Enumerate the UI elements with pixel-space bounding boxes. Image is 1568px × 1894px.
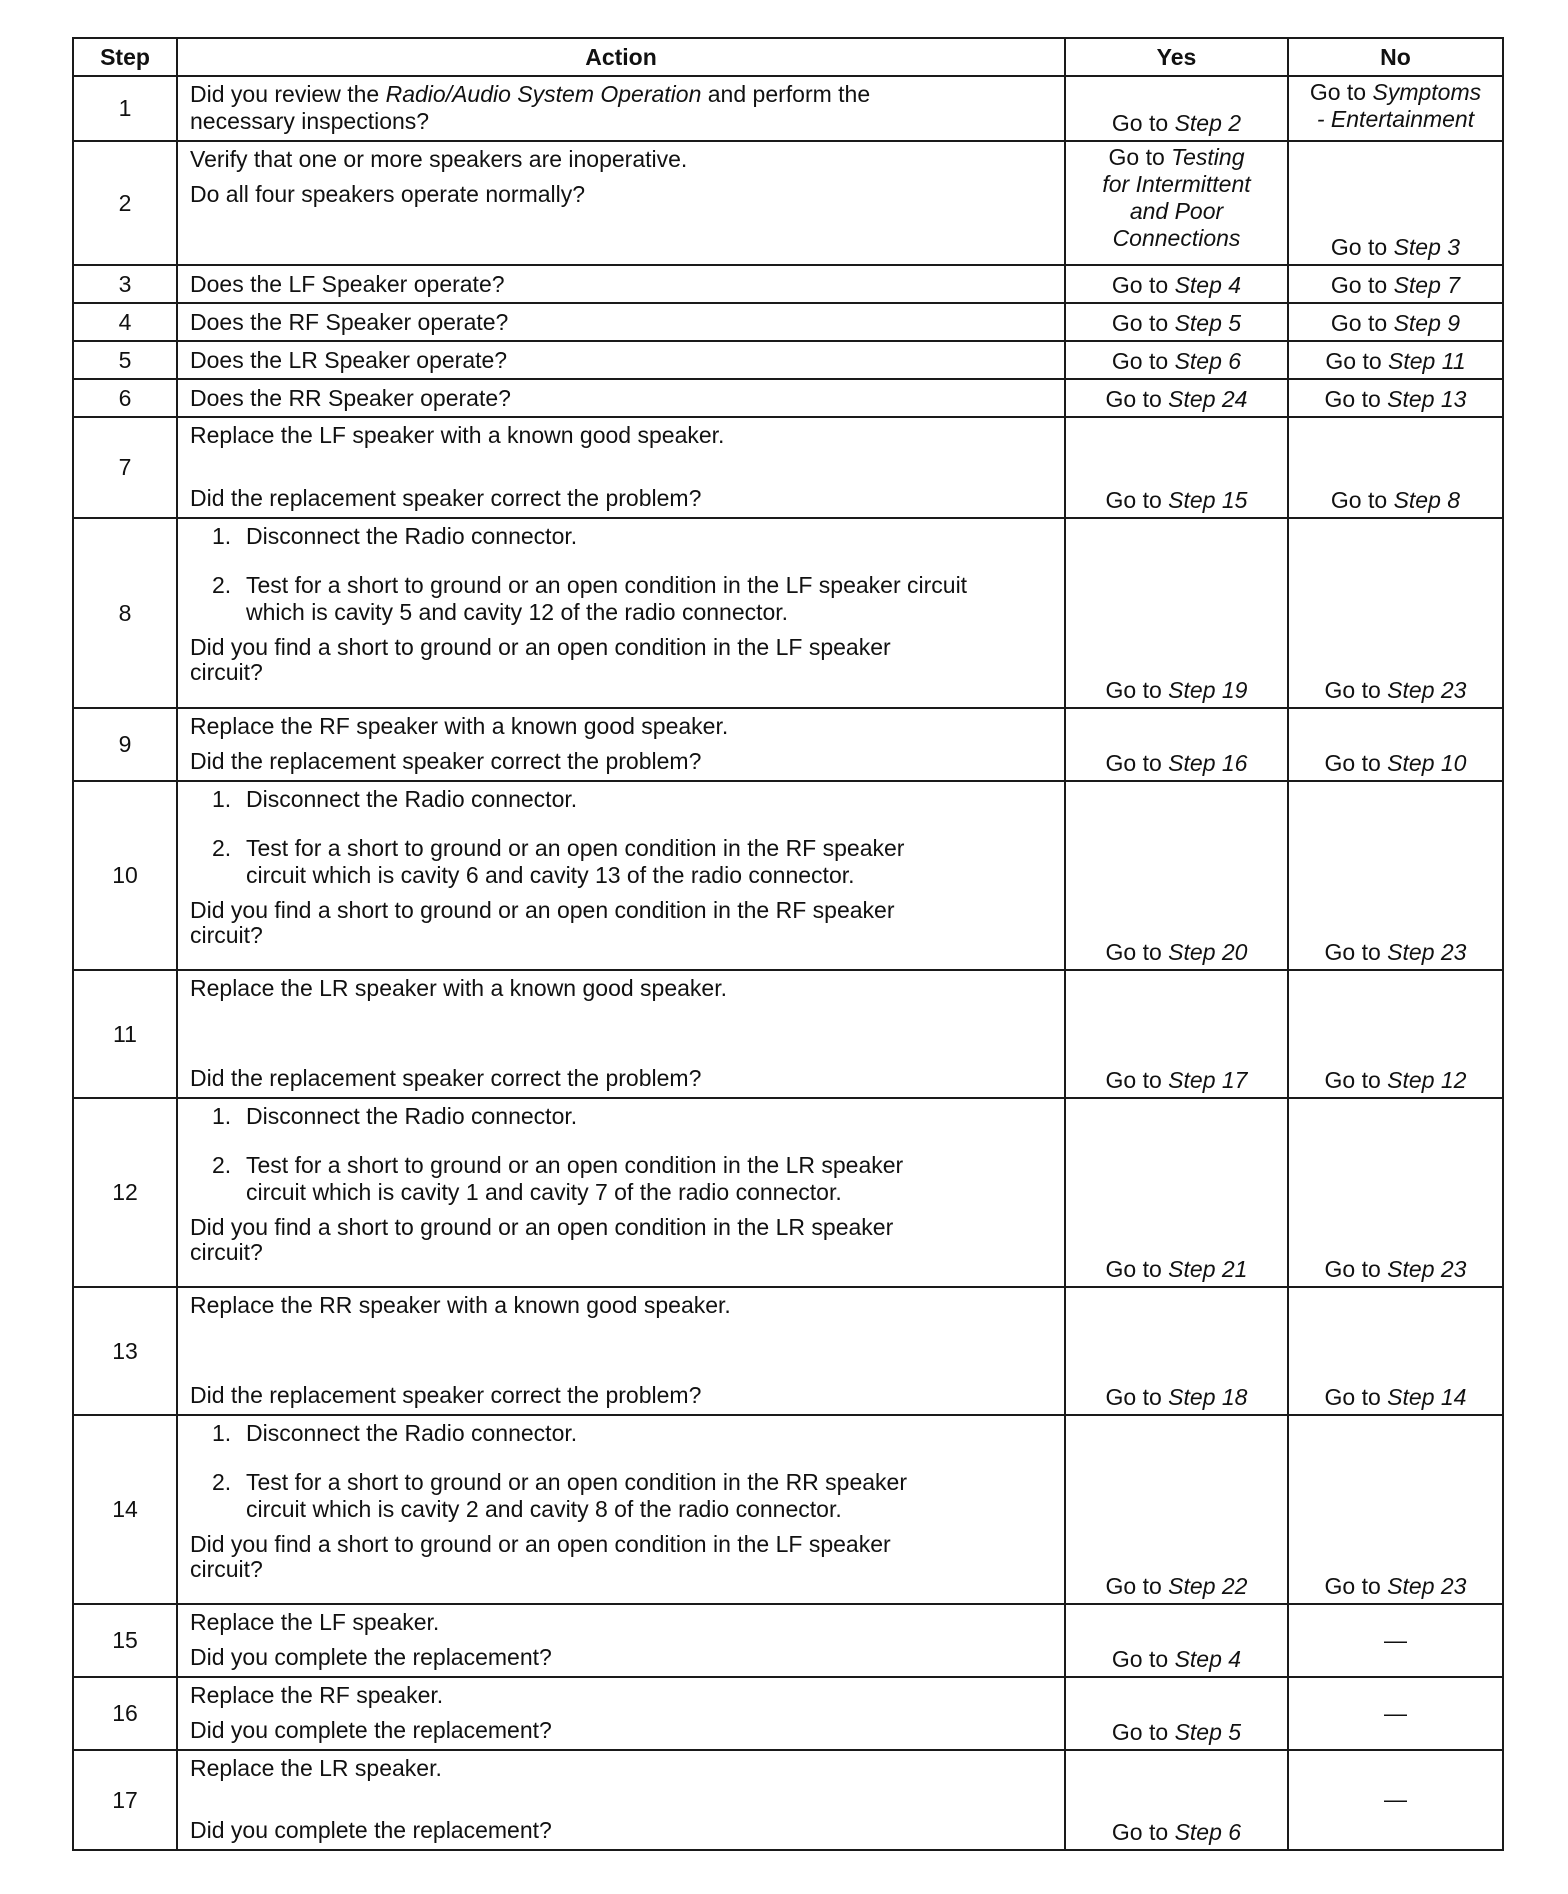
action-cell: 1. Disconnect the Radio connector. 2. Test for a short to ground or an open condition in the RF speaker circuit which is cavity 6 and cavity 13 of the radio connector. Did you find a short to ground or an open condition in the RF speaker circuit?: [177, 781, 1065, 970]
list-item: 1. Disconnect the Radio connector.: [212, 1420, 578, 1446]
step-number: 5: [73, 341, 177, 379]
action-cell: Replace the RF speaker. Did you complete the replacement?: [177, 1677, 1065, 1750]
list-item: 1. Disconnect the Radio connector.: [212, 1103, 578, 1129]
step-number: 17: [73, 1750, 177, 1850]
no-cell: Go to Step 23: [1288, 1098, 1503, 1287]
table-row: [73, 141, 1503, 265]
yes-cell: Go to Step 4: [1065, 265, 1288, 303]
action-cell: Does the LR Speaker operate?: [177, 341, 1065, 379]
yes-cell: Go to Step 24: [1065, 379, 1288, 417]
action-cell: 1. Disconnect the Radio connector. 2. Test for a short to ground or an open condition in the LR speaker circuit which is cavity 1 and cavity 7 of the radio connector. Did you find a short to ground or an open condition in the LR speaker circuit?: [177, 1098, 1065, 1287]
step-number: 8: [73, 518, 177, 708]
no-cell: Go to Step 10: [1288, 708, 1503, 781]
header-row: [73, 38, 1503, 76]
action-cell: Replace the LR speaker with a known good speaker. Did the replacement speaker correct the problem?: [177, 970, 1065, 1098]
no-cell: Go to Step 23: [1288, 781, 1503, 970]
table-row: [73, 265, 1503, 303]
step-number: 6: [73, 379, 177, 417]
no-cell: Go to Step 14: [1288, 1287, 1503, 1415]
action-cell: Does the RF Speaker operate?: [177, 303, 1065, 341]
no-cell: Go to Step 23: [1288, 1415, 1503, 1604]
step-number: 3: [73, 265, 177, 303]
step-number: 12: [73, 1098, 177, 1287]
table-row: [73, 1750, 1503, 1850]
yes-cell: Go to Step 5: [1065, 1677, 1288, 1750]
no-cell: Go to Step 11: [1288, 341, 1503, 379]
no-cell: Go to Symptoms - Entertainment: [1288, 76, 1503, 141]
table-row: [73, 1604, 1503, 1677]
header-action: Action: [177, 38, 1065, 76]
yes-cell: Go to Step 19: [1065, 518, 1288, 708]
action-cell: Does the RR Speaker operate?: [177, 379, 1065, 417]
step-number: 1: [73, 76, 177, 141]
list-item: 2. Test for a short to ground or an open condition in the LR speaker circuit which is cavity 1 and cavity 7 of the radio connector.: [212, 1152, 904, 1205]
table-row: [73, 708, 1503, 781]
table-row: [73, 303, 1503, 341]
action-cell: Replace the RR speaker with a known good speaker. Did the replacement speaker correct the problem?: [177, 1287, 1065, 1415]
header-yes: Yes: [1065, 38, 1288, 76]
yes-cell: Go to Step 5: [1065, 303, 1288, 341]
action-cell: Replace the LF speaker with a known good speaker. Did the replacement speaker correct the problem?: [177, 417, 1065, 518]
yes-cell: Go to Step 18: [1065, 1287, 1288, 1415]
table-row: [73, 970, 1503, 1098]
action-cell: Did you review the Radio/Audio System Operation and perform the necessary inspections?: [177, 76, 1065, 141]
step-number: 2: [73, 141, 177, 265]
yes-cell: Go to Testing for Intermittent and Poor Connections: [1065, 141, 1288, 265]
no-cell: Go to Step 7: [1288, 265, 1503, 303]
list-item: 2. Test for a short to ground or an open condition in the RF speaker circuit which is cavity 6 and cavity 13 of the radio connector.: [212, 835, 905, 888]
diagnostic-table: [72, 37, 1504, 1851]
yes-cell: Go to Step 4: [1065, 1604, 1288, 1677]
no-cell: —: [1288, 1677, 1503, 1750]
list-item: 2. Test for a short to ground or an open condition in the RR speaker circuit which is cavity 2 and cavity 8 of the radio connector.: [212, 1469, 908, 1522]
list-item: 1. Disconnect the Radio connector.: [212, 523, 578, 549]
action-cell: Replace the RF speaker with a known good speaker. Did the replacement speaker correct the problem?: [177, 708, 1065, 781]
action-cell: Verify that one or more speakers are inoperative. Do all four speakers operate normally?: [177, 141, 1065, 265]
no-cell: Go to Step 9: [1288, 303, 1503, 341]
no-cell: Go to Step 13: [1288, 379, 1503, 417]
table-row: [73, 518, 1503, 708]
no-cell: —: [1288, 1750, 1503, 1850]
table-row: [73, 1287, 1503, 1415]
step-number: 10: [73, 781, 177, 970]
no-cell: Go to Step 12: [1288, 970, 1503, 1098]
yes-cell: Go to Step 6: [1065, 1750, 1288, 1850]
table-row: [73, 1415, 1503, 1604]
header-no: No: [1288, 38, 1503, 76]
action-cell: Replace the LR speaker. Did you complete the replacement?: [177, 1750, 1065, 1850]
step-number: 15: [73, 1604, 177, 1677]
table-row: [73, 341, 1503, 379]
table-row: [73, 1098, 1503, 1287]
step-number: 7: [73, 417, 177, 518]
action-cell: 1. Disconnect the Radio connector. 2. Test for a short to ground or an open condition in the LF speaker circuit which is cavity 5 and cavity 12 of the radio connector. Did you find a short to ground or an open condition in the LF speaker circuit?: [177, 518, 1065, 708]
action-cell: Replace the LF speaker. Did you complete the replacement?: [177, 1604, 1065, 1677]
no-cell: Go to Step 23: [1288, 518, 1503, 708]
step-number: 14: [73, 1415, 177, 1604]
yes-cell: Go to Step 6: [1065, 341, 1288, 379]
step-number: 11: [73, 970, 177, 1098]
no-cell: —: [1288, 1604, 1503, 1677]
yes-cell: Go to Step 21: [1065, 1098, 1288, 1287]
action-cell: 1. Disconnect the Radio connector. 2. Test for a short to ground or an open condition in the RR speaker circuit which is cavity 2 and cavity 8 of the radio connector. Did you find a short to ground or an open condition in the LF speaker circuit?: [177, 1415, 1065, 1604]
table-row: [73, 76, 1503, 141]
list-item: 2. Test for a short to ground or an open condition in the LF speaker circuit which is cavity 5 and cavity 12 of the radio connector.: [212, 572, 968, 625]
yes-cell: Go to Step 15: [1065, 417, 1288, 518]
step-number: 9: [73, 708, 177, 781]
action-cell: Does the LF Speaker operate?: [177, 265, 1065, 303]
table-row: [73, 1677, 1503, 1750]
yes-cell: Go to Step 17: [1065, 970, 1288, 1098]
no-cell: Go to Step 8: [1288, 417, 1503, 518]
yes-cell: Go to Step 22: [1065, 1415, 1288, 1604]
yes-cell: Go to Step 16: [1065, 708, 1288, 781]
table-row: [73, 417, 1503, 518]
yes-cell: Go to Step 20: [1065, 781, 1288, 970]
step-number: 4: [73, 303, 177, 341]
yes-cell: Go to Step 2: [1065, 76, 1288, 141]
table-row: [73, 379, 1503, 417]
table-row: [73, 781, 1503, 970]
step-number: 16: [73, 1677, 177, 1750]
header-step: Step: [73, 38, 177, 76]
list-item: 1. Disconnect the Radio connector.: [212, 786, 578, 812]
step-number: 13: [73, 1287, 177, 1415]
no-cell: Go to Step 3: [1288, 141, 1503, 265]
